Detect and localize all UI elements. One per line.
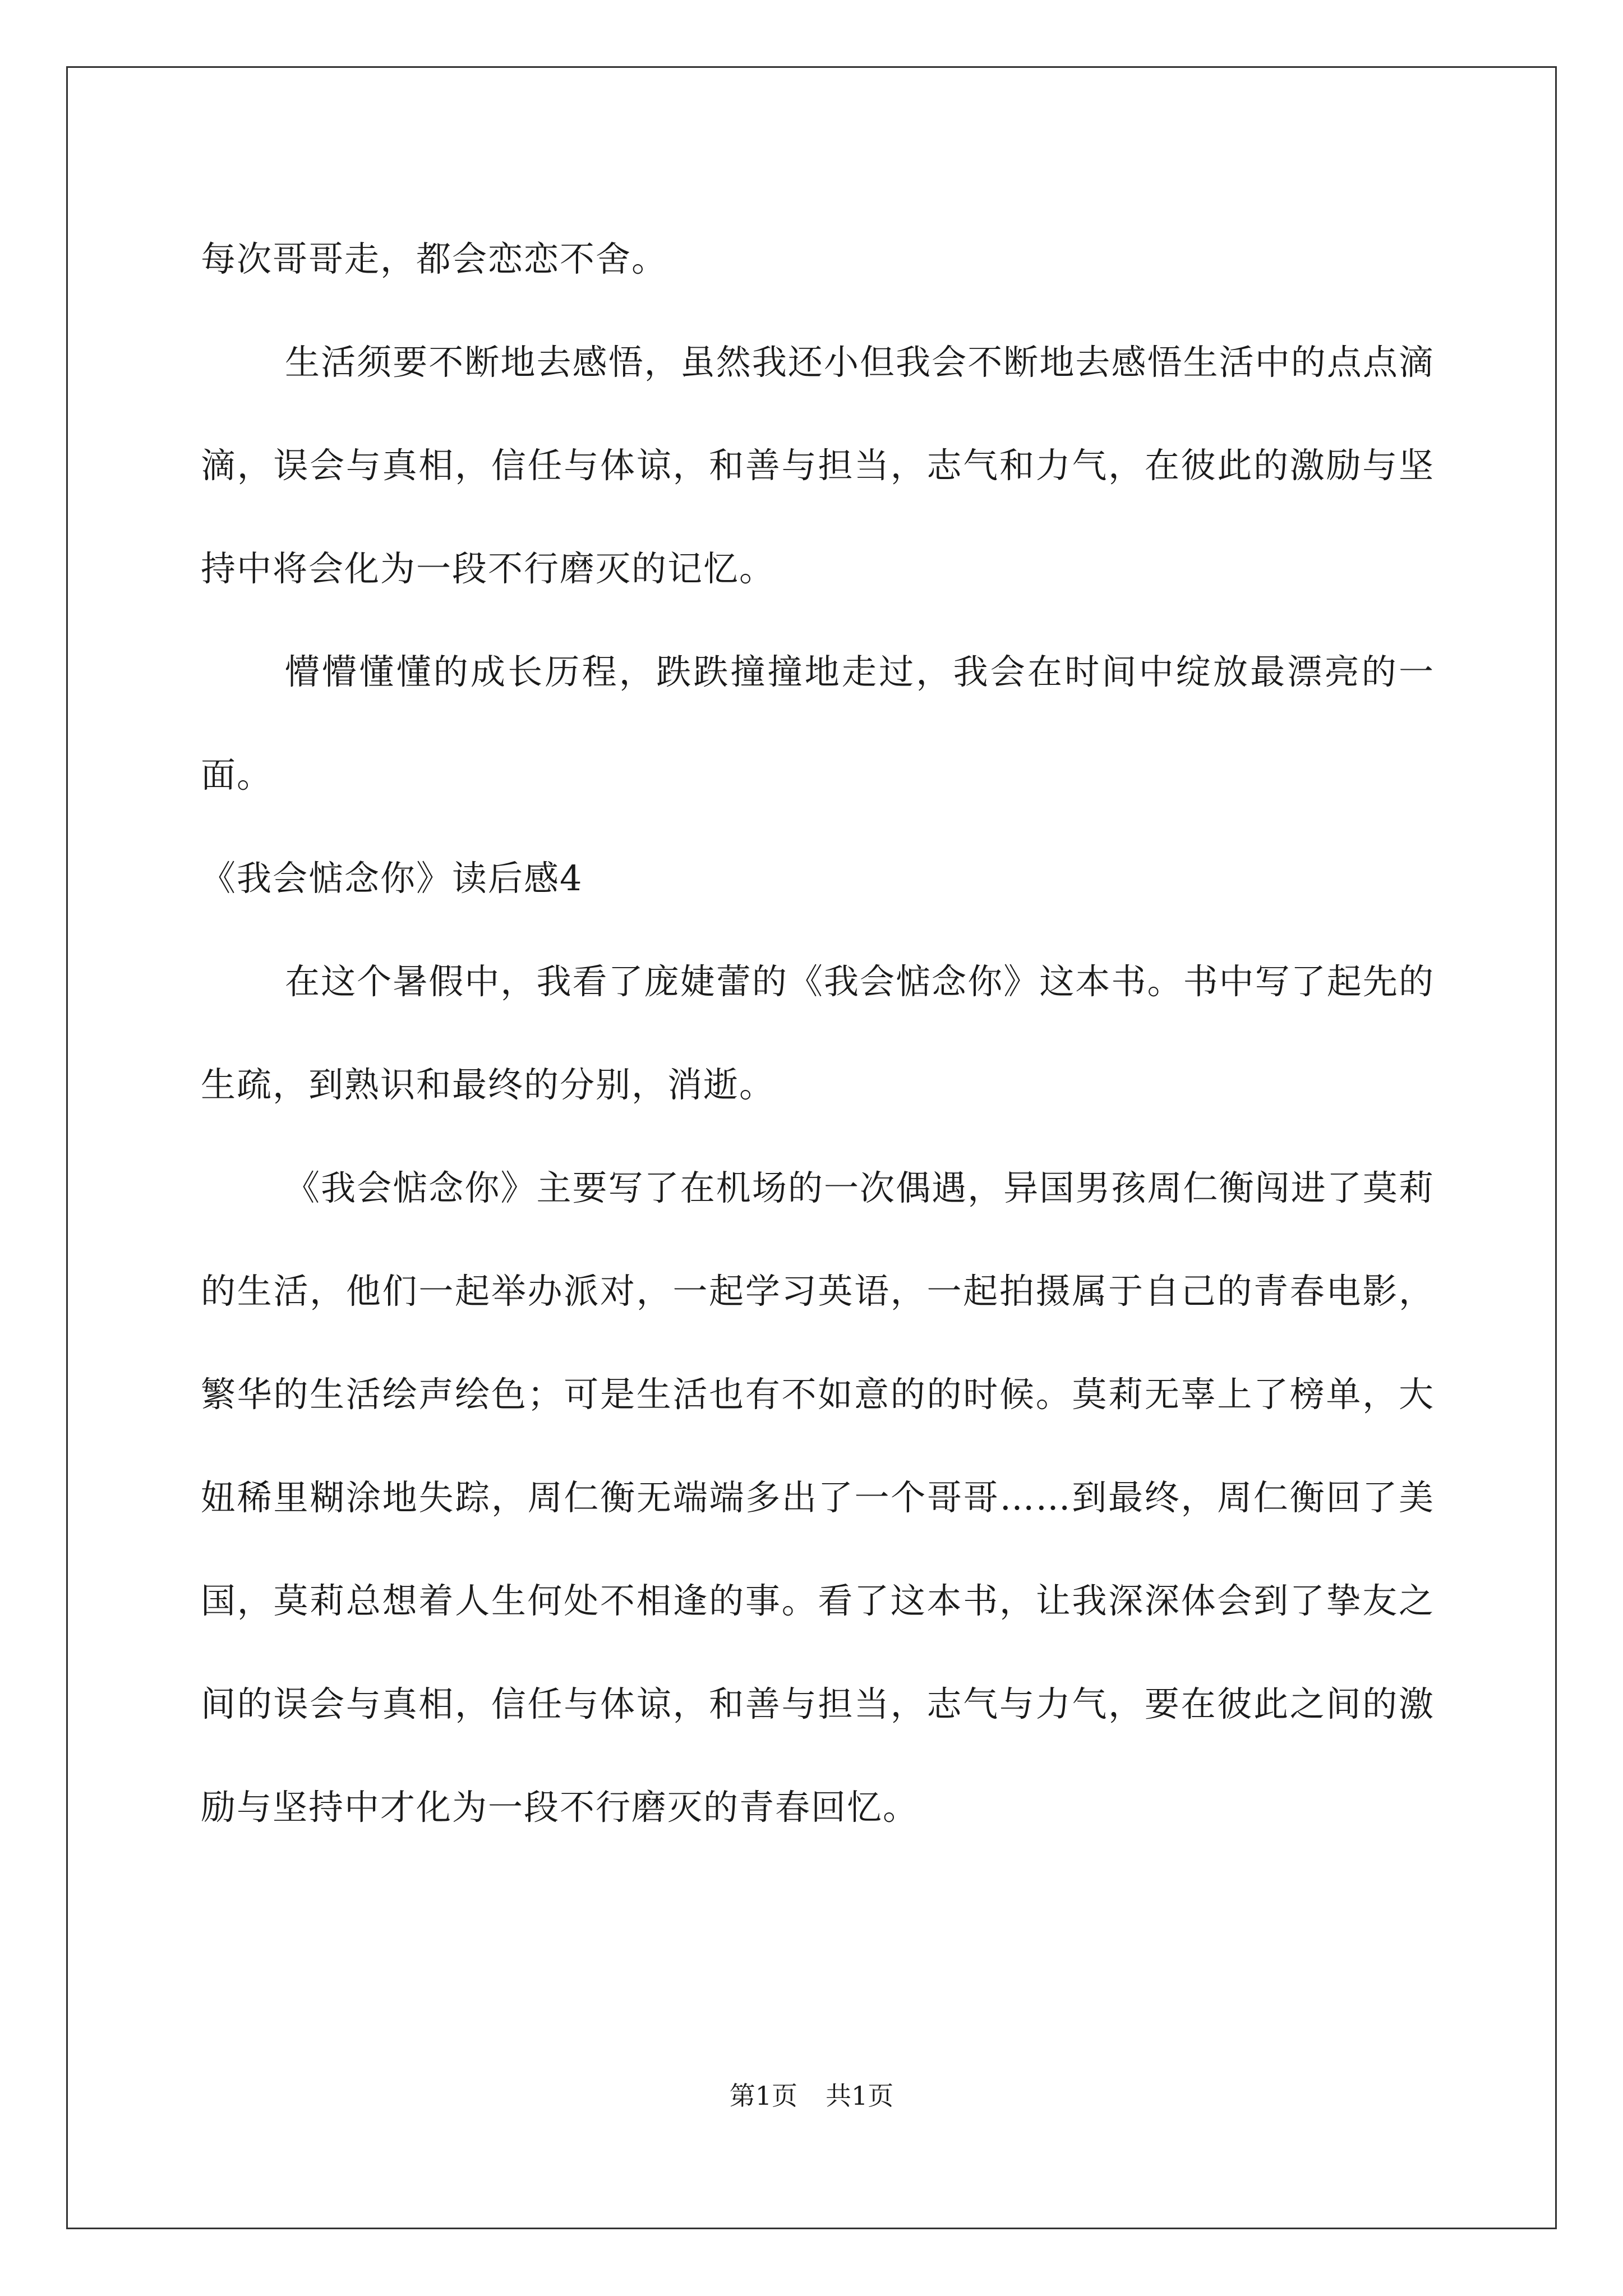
- section-heading: 《我会惦念你》读后感4: [201, 858, 583, 899]
- page-footer: [0, 2076, 1623, 2113]
- document-body: [201, 208, 1435, 1859]
- paragraph-growth: 懵懵懂懂的成长历程，跌跌撞撞地走过，我会在时间中绽放最漂亮的一面。: [201, 651, 1435, 795]
- paragraph-life-insight: 生活须要不断地去感悟，虽然我还小但我会不断地去感悟生活中的点点滴滴，误会与真相，信任与体谅，和善与担当，志气和力气，在彼此的激励与坚持中将会化为一段不行磨灭的记忆。: [201, 342, 1435, 589]
- paragraph-continuation: 每次哥哥走，都会恋恋不舍。: [201, 238, 668, 279]
- paragraph-summer-reading: 在这个暑假中，我看了庞婕蕾的《我会惦念你》这本书。书中写了起先的生疏，到熟识和最终的分别，消逝。: [201, 961, 1435, 1105]
- page-number: 第1页: [729, 2081, 797, 2111]
- page-total: 共1页: [826, 2081, 894, 2111]
- paragraph-book-summary: 《我会惦念你》主要写了在机场的一次偶遇，异国男孩周仁衡闯进了莫莉的生活，他们一起举办派对，一起学习英语，一起拍摄属于自己的青春电影，繁华的生活绘声绘色；可是生活也有不如意的的时候。莫莉无辜上了榜单，大妞稀里糊涂地失踪，周仁衡无端端多出了一个哥哥……到最终，周仁衡回了美国，莫莉总想着人生何处不相逢的事。看了这本书，让我深深体会到了挚友之间的误会与真相，信任与体谅，和善与担当，志气与力气，要在彼此之间的激励与坚持中才化为一段不行磨灭的青春回忆。: [201, 1167, 1435, 1828]
